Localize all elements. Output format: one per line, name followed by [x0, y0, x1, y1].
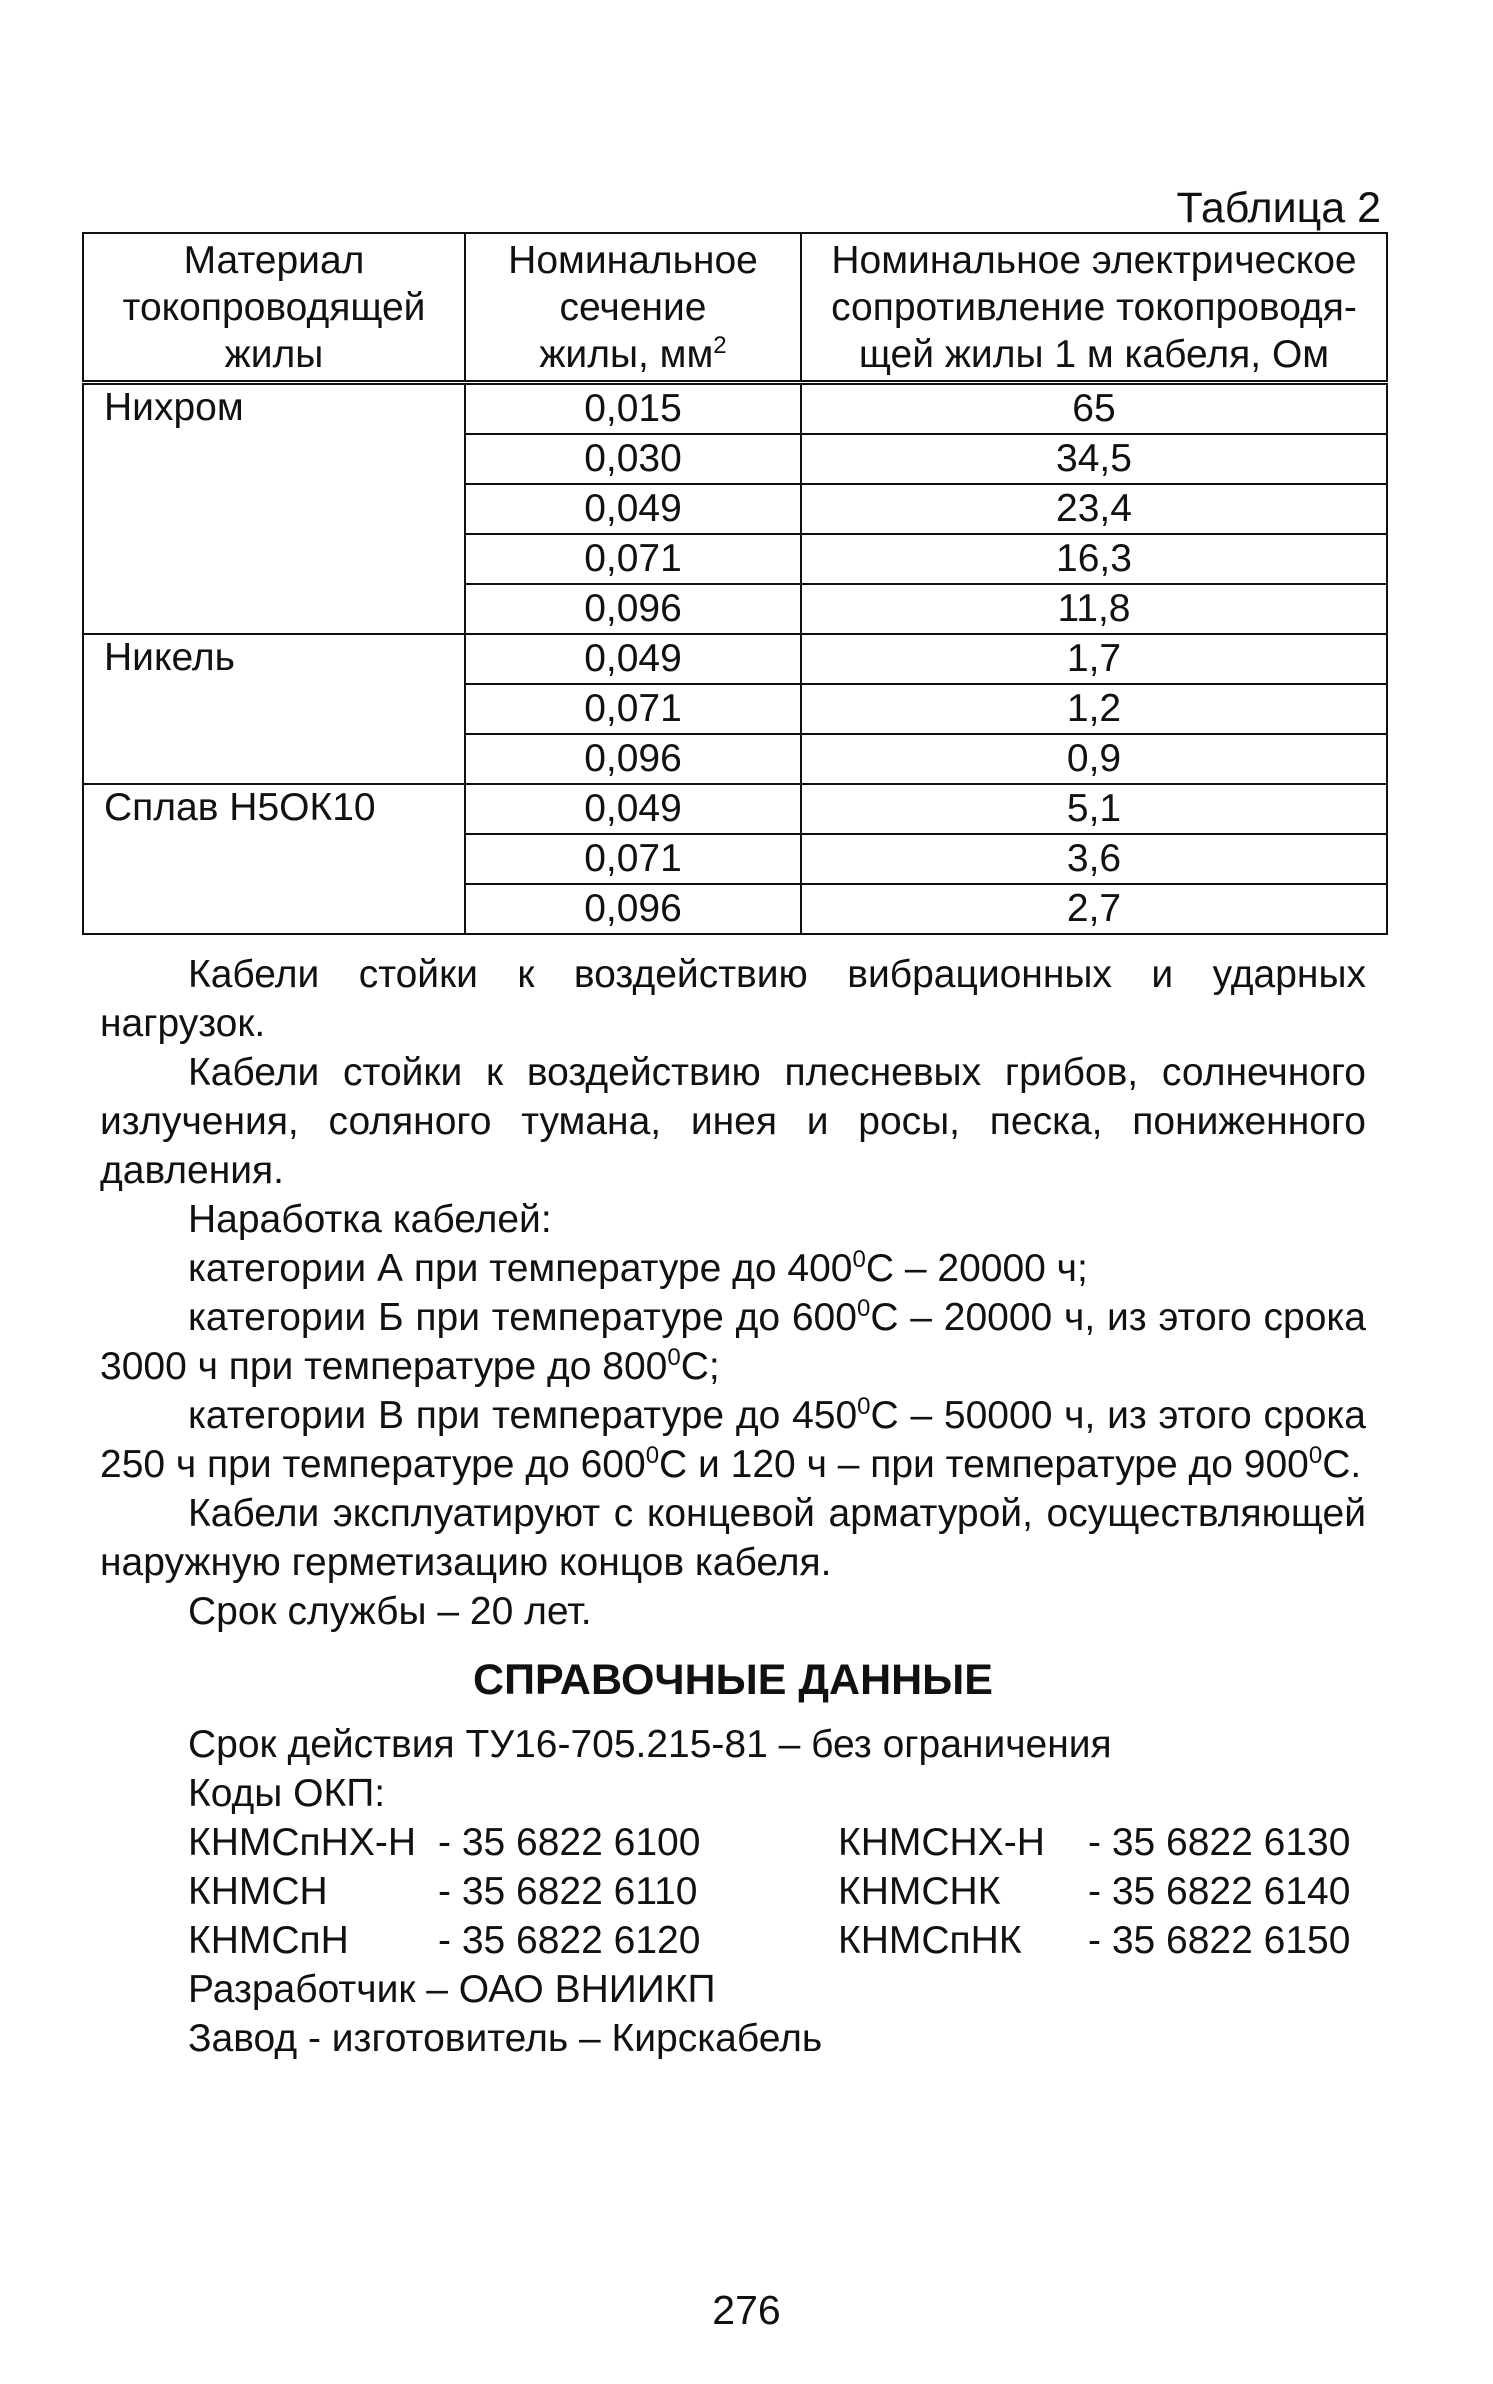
- resistance-cell: 11,8: [801, 584, 1387, 634]
- code-name: КНМСНК: [838, 1870, 1001, 1913]
- code-name: КНМСпН: [188, 1919, 349, 1962]
- section-cell: 0,049: [465, 484, 801, 534]
- validity-line: Срок действия ТУ16-705.215-81 – без ограничения: [188, 1723, 1112, 1766]
- resistance-cell: 5,1: [801, 784, 1387, 834]
- section-cell: 0,096: [465, 734, 801, 784]
- paragraph-environment: Кабели стойки к воздействию плесневых грибов, солнечного излучения, соляного тумана, инея и росы, песка, пониженного давления.: [100, 1051, 1366, 1192]
- section-cell: 0,030: [465, 434, 801, 484]
- table-row: [83, 634, 1387, 684]
- page-number: 276: [712, 2287, 781, 2333]
- section-cell: 0,096: [465, 884, 801, 934]
- section-cell: 0,071: [465, 834, 801, 884]
- reference-heading: СПРАВОЧНЫЕ ДАННЫЕ: [473, 1656, 993, 1704]
- section-cell: 0,049: [465, 634, 801, 684]
- table-row: [83, 784, 1387, 834]
- manufacturer-line: Завод - изготовитель – Кирскабель: [188, 2017, 823, 2060]
- code-value: - 35 6822 6110: [438, 1870, 698, 1913]
- okp-label: Коды ОКП:: [188, 1772, 386, 1815]
- code-name: КНМСпНК: [838, 1919, 1022, 1962]
- paragraph-operating-time: Наработка кабелей:: [188, 1198, 552, 1241]
- reference-data: [100, 1720, 1366, 2063]
- paragraph-category-a: категории А при температуре до $400^0С - 20000$ ч;: [188, 1246, 1088, 1290]
- resistance-cell: 1,2: [801, 684, 1387, 734]
- header-resistance: Номинальное электрическое сопротивление токопроводя- щей жилы 1 м кабеля, Ом: [801, 233, 1387, 383]
- code-value: - 35 6822 6140: [1088, 1870, 1351, 1913]
- okp-code-row: [188, 1916, 1366, 1965]
- section-cell: 0,071: [465, 684, 801, 734]
- okp-code-row: [188, 1867, 1366, 1916]
- code-name: КНМСН: [188, 1870, 328, 1913]
- header-section: Номинальное сечение жилы, $мм^2$: [465, 233, 801, 383]
- resistance-cell: 1,7: [801, 634, 1387, 684]
- header-material: Материал токопроводящей жилы: [83, 233, 465, 383]
- paragraph-vibration: Кабели стойки к воздействию вибрационных и ударных нагрузок.: [100, 953, 1366, 1045]
- code-value: - 35 6822 6150: [1088, 1919, 1351, 1962]
- paragraph-category-b: категории Б при температуре до $600^0С - 20000$ ч, из этого срока 3000 ч при температуре до $800^0С$;: [100, 1295, 1367, 1388]
- resistance-cell: 0,9: [801, 734, 1387, 784]
- material-cell: Нихром: [83, 383, 465, 635]
- material-cell: Никель: [83, 634, 465, 784]
- section-cell: 0,071: [465, 534, 801, 584]
- section-cell: 0,049: [465, 784, 801, 834]
- code-value: - 35 6822 6120: [438, 1919, 701, 1962]
- resistance-cell: 3,6: [801, 834, 1387, 884]
- code-name: КНМСНХ-Н: [838, 1821, 1045, 1864]
- table-row: [83, 383, 1387, 435]
- paragraph-category-v: категории В при температуре до $450^0С - 50000$ ч, из этого срока 250 ч при температуре до $600^0С$ и 120 ч – при температуре до $900^0С$.: [100, 1393, 1366, 1486]
- okp-code-row: [188, 1818, 1366, 1867]
- code-name: КНМСпНХ-Н: [188, 1821, 416, 1864]
- paragraph-service-life: Срок службы – 20 лет.: [188, 1590, 592, 1633]
- section-cell: 0,015: [465, 383, 801, 435]
- resistance-cell: 23,4: [801, 484, 1387, 534]
- table-caption: Таблица 2: [1176, 184, 1381, 232]
- resistance-cell: 2,7: [801, 884, 1387, 934]
- resistance-cell: 65: [801, 383, 1387, 435]
- code-value: - 35 6822 6100: [438, 1821, 701, 1864]
- resistance-cell: 16,3: [801, 534, 1387, 584]
- table-header-row: [83, 233, 1387, 383]
- section-cell: 0,096: [465, 584, 801, 634]
- resistance-cell: 34,5: [801, 434, 1387, 484]
- body-text: [100, 950, 1366, 2063]
- code-value: - 35 6822 6130: [1088, 1821, 1351, 1864]
- cable-resistance-table: [82, 232, 1388, 935]
- material-cell: Сплав Н5ОК10: [83, 784, 465, 934]
- developer-line: Разработчик – ОАО ВНИИКП: [188, 1968, 716, 2011]
- paragraph-fittings: Кабели эксплуатируют с концевой арматурой, осуществляющей наружную герметизацию концов кабеля.: [100, 1492, 1366, 1584]
